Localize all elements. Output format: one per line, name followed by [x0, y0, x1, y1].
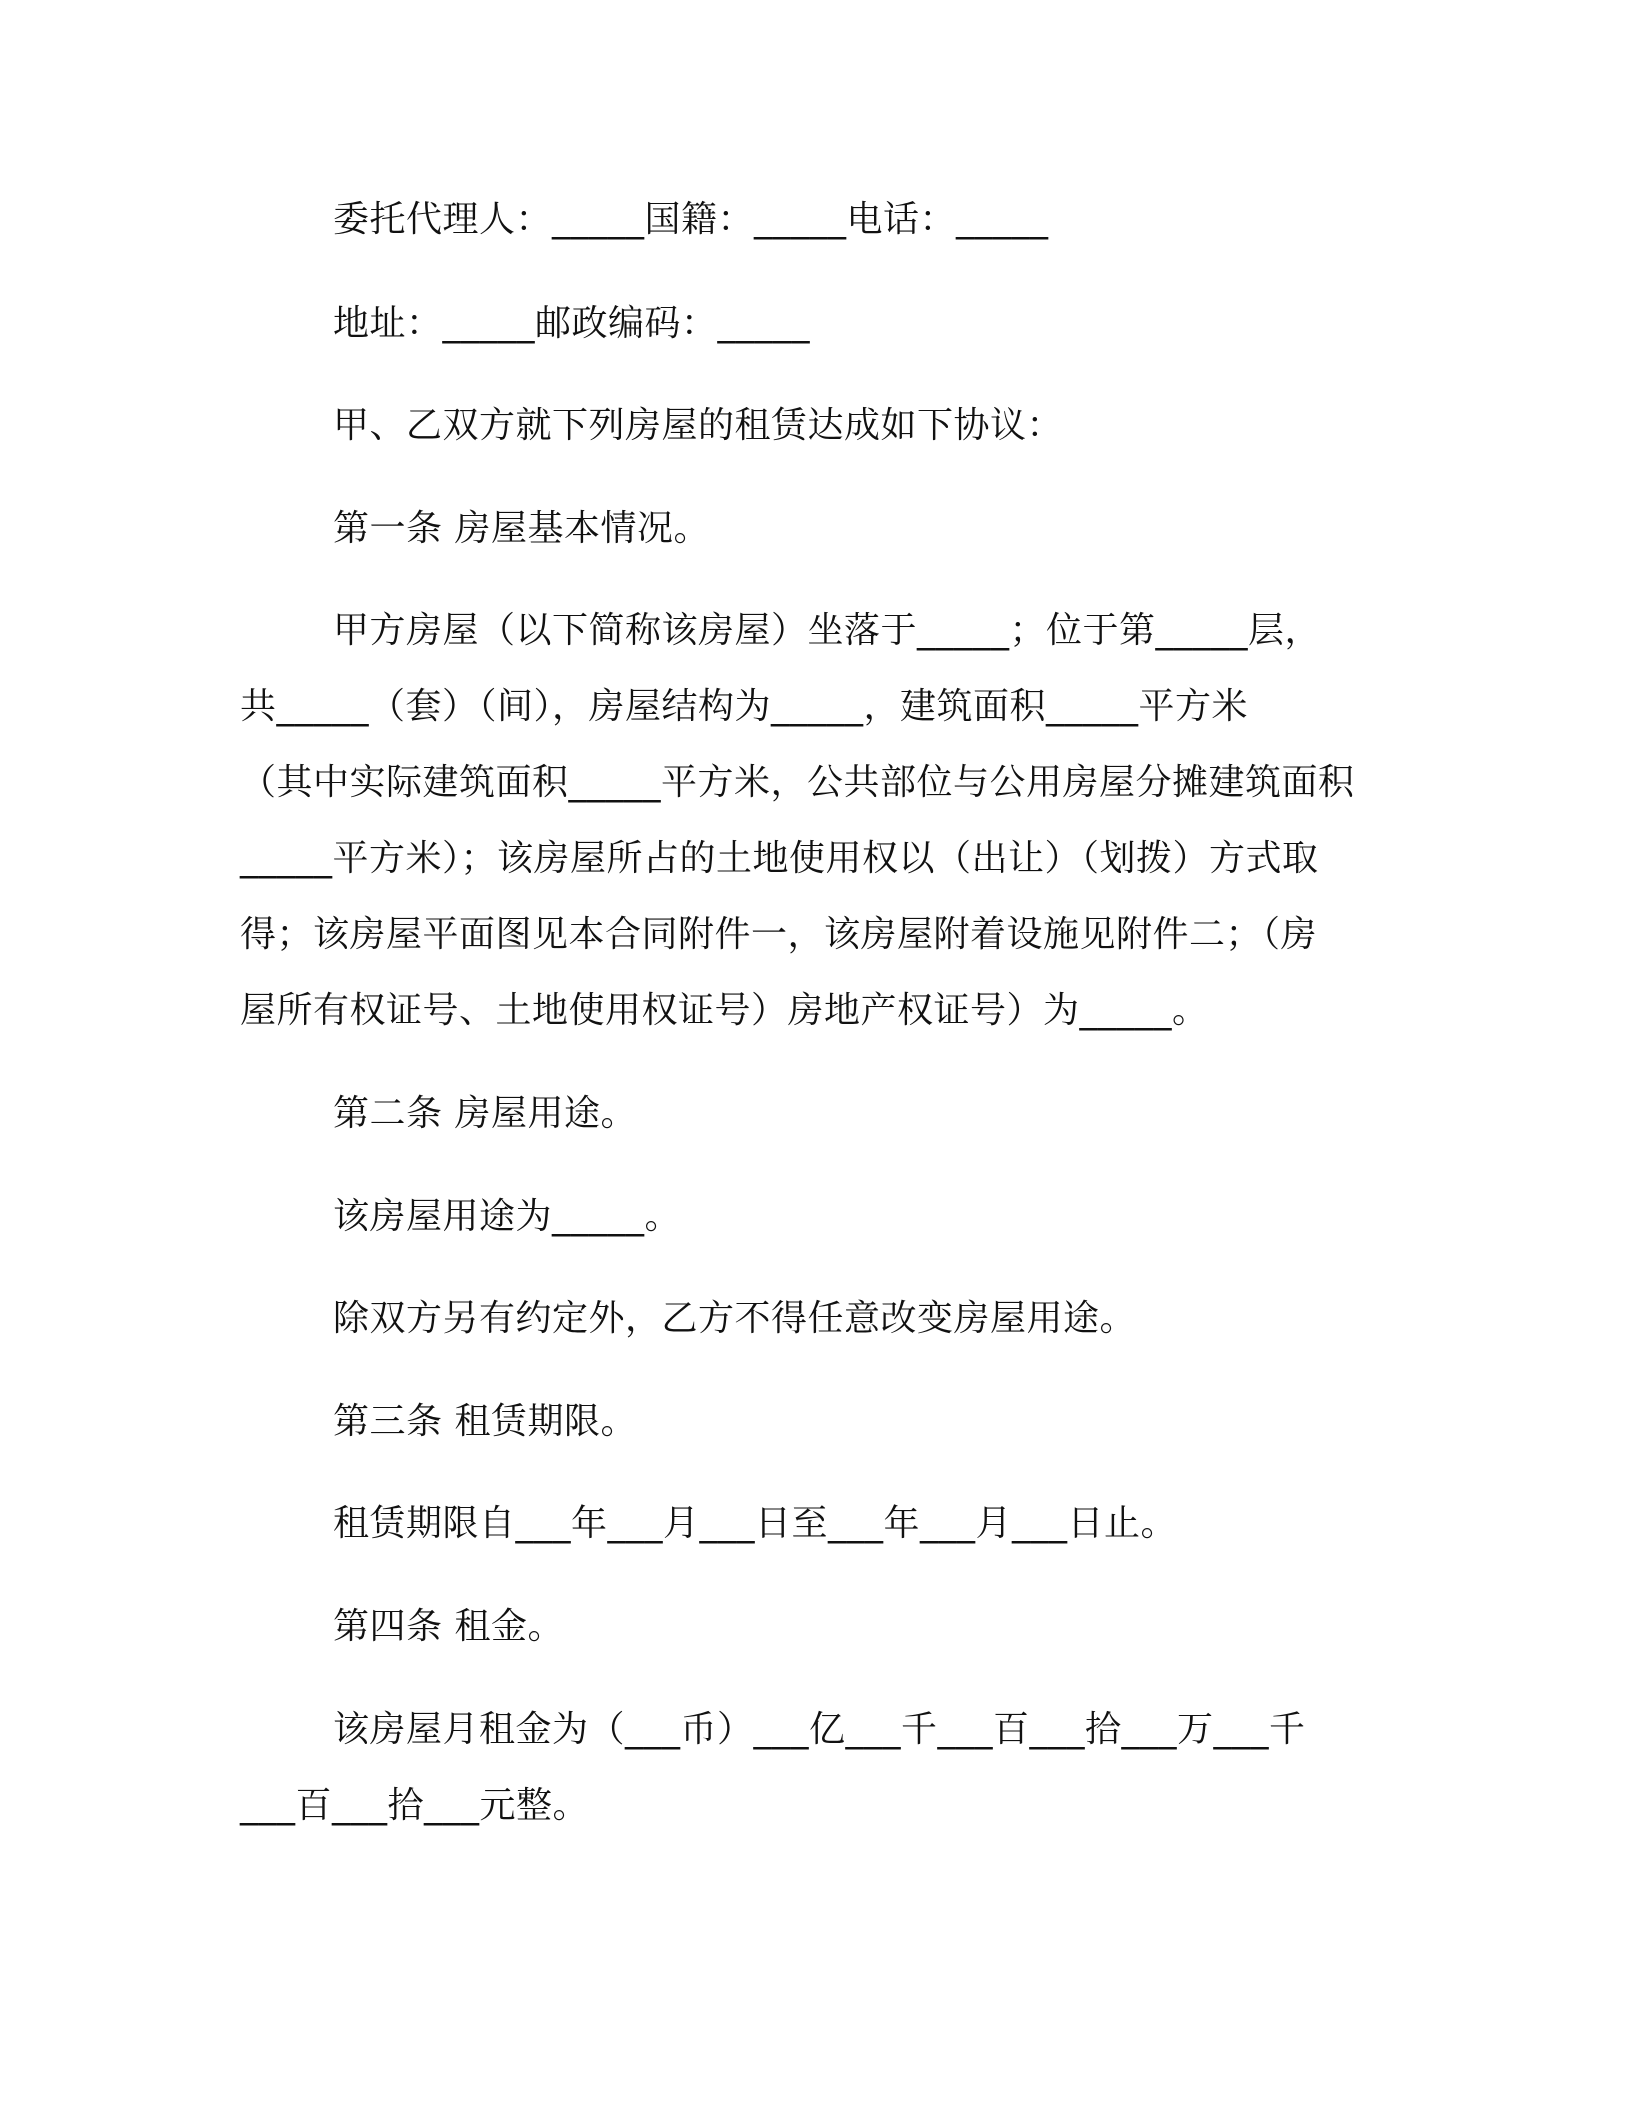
agreement-intro: 甲、乙双方就下列房屋的租赁达成如下协议： [333, 405, 1064, 446]
article-1-paragraph-line: 得；该房屋平面图见本合同附件一，该房屋附着设施见附件二；（房 [240, 914, 1318, 955]
article-4-rent-line: ___百___拾___元整。 [240, 1785, 590, 1826]
article-4-rent-line: 该房屋月租金为（___币）___亿___千___百___拾___万___千 [333, 1709, 1306, 1750]
article-1-paragraph-line: 甲方房屋（以下简称该房屋）坐落于_____；位于第_____层， [333, 610, 1322, 651]
article-1-paragraph-line: _____平方米）；该房屋所占的土地使用权以（出让）（划拨）方式取 [240, 838, 1319, 879]
article-2-heading: 第二条 房屋用途。 [333, 1093, 637, 1134]
article-4-heading: 第四条 租金。 [333, 1606, 564, 1647]
article-1-paragraph-line: 屋所有权证号、土地使用权证号）房地产权证号）为_____。 [240, 990, 1209, 1031]
agent-line: 委托代理人：_____国籍：_____电话：_____ [333, 199, 1049, 240]
article-3-heading: 第三条 租赁期限。 [333, 1401, 637, 1442]
article-3-term: 租赁期限自___年___月___日至___年___月___日止。 [333, 1503, 1178, 1544]
article-2-purpose: 该房屋用途为_____。 [333, 1196, 682, 1237]
article-1-paragraph-line: （其中实际建筑面积_____平方米，公共部位与公用房屋分摊建筑面积 [240, 762, 1355, 803]
address-line: 地址：_____邮政编码：_____ [333, 303, 811, 344]
article-2-restriction: 除双方另有约定外，乙方不得任意改变房屋用途。 [333, 1298, 1137, 1339]
article-1-heading: 第一条 房屋基本情况。 [333, 508, 710, 549]
article-1-paragraph-line: 共_____（套）（间），房屋结构为_____，建筑面积_____平方米 [240, 686, 1249, 727]
